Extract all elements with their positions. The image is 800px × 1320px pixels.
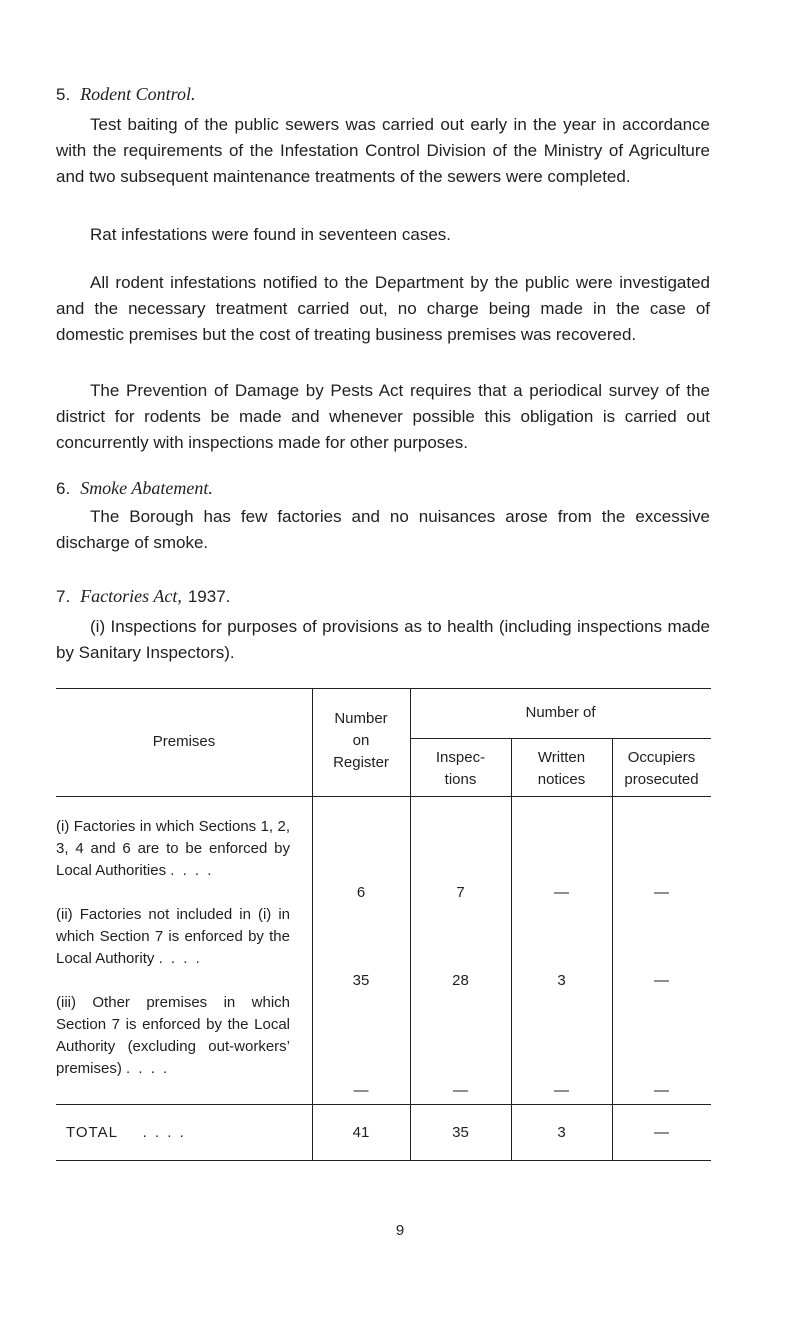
section-title: Rodent Control. (80, 84, 196, 104)
total-register: 41 (352, 1124, 370, 1141)
leader-dots: . . . . (170, 862, 214, 879)
paragraph: The Borough has few factories and no nuisances arose from the excessive discharge of smoke. (56, 507, 710, 552)
section-title: Smoke Abatement. (80, 478, 213, 498)
header-line: Occupiers (627, 749, 696, 766)
total-label (66, 1122, 296, 1144)
paragraph: (i) Inspections for purposes of provisions as to health (including inspections made by Sanitary Inspectors). (56, 617, 710, 662)
paragraph: The Prevention of Damage by Pests Act requires that a periodical survey of the district for rodents be made and whenever possible this obligation is carried out concurrently with inspections made for other purposes. (56, 381, 710, 452)
header-line: Inspec- (435, 749, 486, 766)
header-line: Register (333, 754, 389, 771)
cell-register: 6 (356, 884, 366, 901)
section-number: 5. (56, 85, 71, 104)
table-row-premises (56, 816, 290, 882)
leader-dots: . . . . (158, 950, 202, 967)
header-inspections (410, 747, 511, 791)
header-line: notices (537, 771, 586, 788)
cell-notices: — (554, 884, 569, 901)
inspections-table (56, 688, 711, 1178)
header-occupiers-prosecuted (612, 747, 711, 791)
section-6-heading (56, 478, 213, 499)
section-5-heading (56, 84, 196, 105)
header-premises: Premises (152, 733, 216, 750)
header-line: tions (444, 771, 477, 788)
header-line: Number (334, 710, 388, 727)
section-year: 1937. (187, 587, 231, 606)
cell-prosecuted: — (654, 972, 669, 989)
cell-register: — (353, 1082, 369, 1099)
cell-inspections: — (453, 1082, 468, 1099)
row-label-text: (ii) Factories not included in (i) in which Section 7 is enforced by the Local Authority (56, 906, 290, 967)
table-row-premises (56, 992, 290, 1080)
total-label-text: TOTAL (66, 1124, 118, 1141)
header-line: Written (537, 749, 586, 766)
total-notices: 3 (557, 1124, 566, 1141)
section-number: 6. (56, 479, 71, 498)
total-prosecuted: — (654, 1124, 669, 1141)
leader-dots: . . . . (126, 1060, 170, 1077)
paragraph: Test baiting of the public sewers was carried out early in the year in accordance with the requirements of the Infestation Control Division of the Ministry of Agriculture and two subsequent maintenance treatments of the sewers were completed. (56, 115, 710, 186)
section-7-heading (56, 586, 230, 607)
paragraph: Rat infestations were found in seventeen cases. (90, 225, 451, 244)
cell-prosecuted: — (654, 1082, 669, 1099)
cell-inspections: 7 (456, 884, 465, 901)
cell-notices: — (554, 1082, 569, 1099)
row-label-text: (iii) Other premises in which Section 7 is enforced by the Local Authority (excluding out-workers’ premises) (56, 994, 290, 1077)
total-inspections: 35 (452, 1124, 469, 1141)
paragraph: All rodent infestations notified to the Department by the public were investigated and the necessary treatment carried out, no charge being made in the case of domestic premises but the cost of treating business premises was recovered. (56, 273, 710, 344)
leader-dots: . . . . (142, 1124, 186, 1141)
section-number: 7. (56, 587, 71, 606)
section-title: Factories Act, (80, 586, 182, 606)
cell-register: 35 (352, 972, 370, 989)
header-line: prosecuted (624, 771, 699, 788)
header-number-of: Number of (525, 704, 596, 721)
header-written-notices (511, 747, 612, 791)
cell-notices: 3 (557, 972, 566, 989)
header-number-on-register (312, 708, 410, 774)
row-label-text: (i) Factories in which Sections 1, 2, 3, 4 and 6 are to be enforced by Local Authorities (56, 818, 290, 879)
header-line: on (352, 732, 370, 749)
cell-prosecuted: — (654, 884, 669, 901)
page-number: 9 (395, 1222, 405, 1239)
table-row-premises (56, 904, 290, 970)
cell-inspections: 28 (452, 972, 469, 989)
